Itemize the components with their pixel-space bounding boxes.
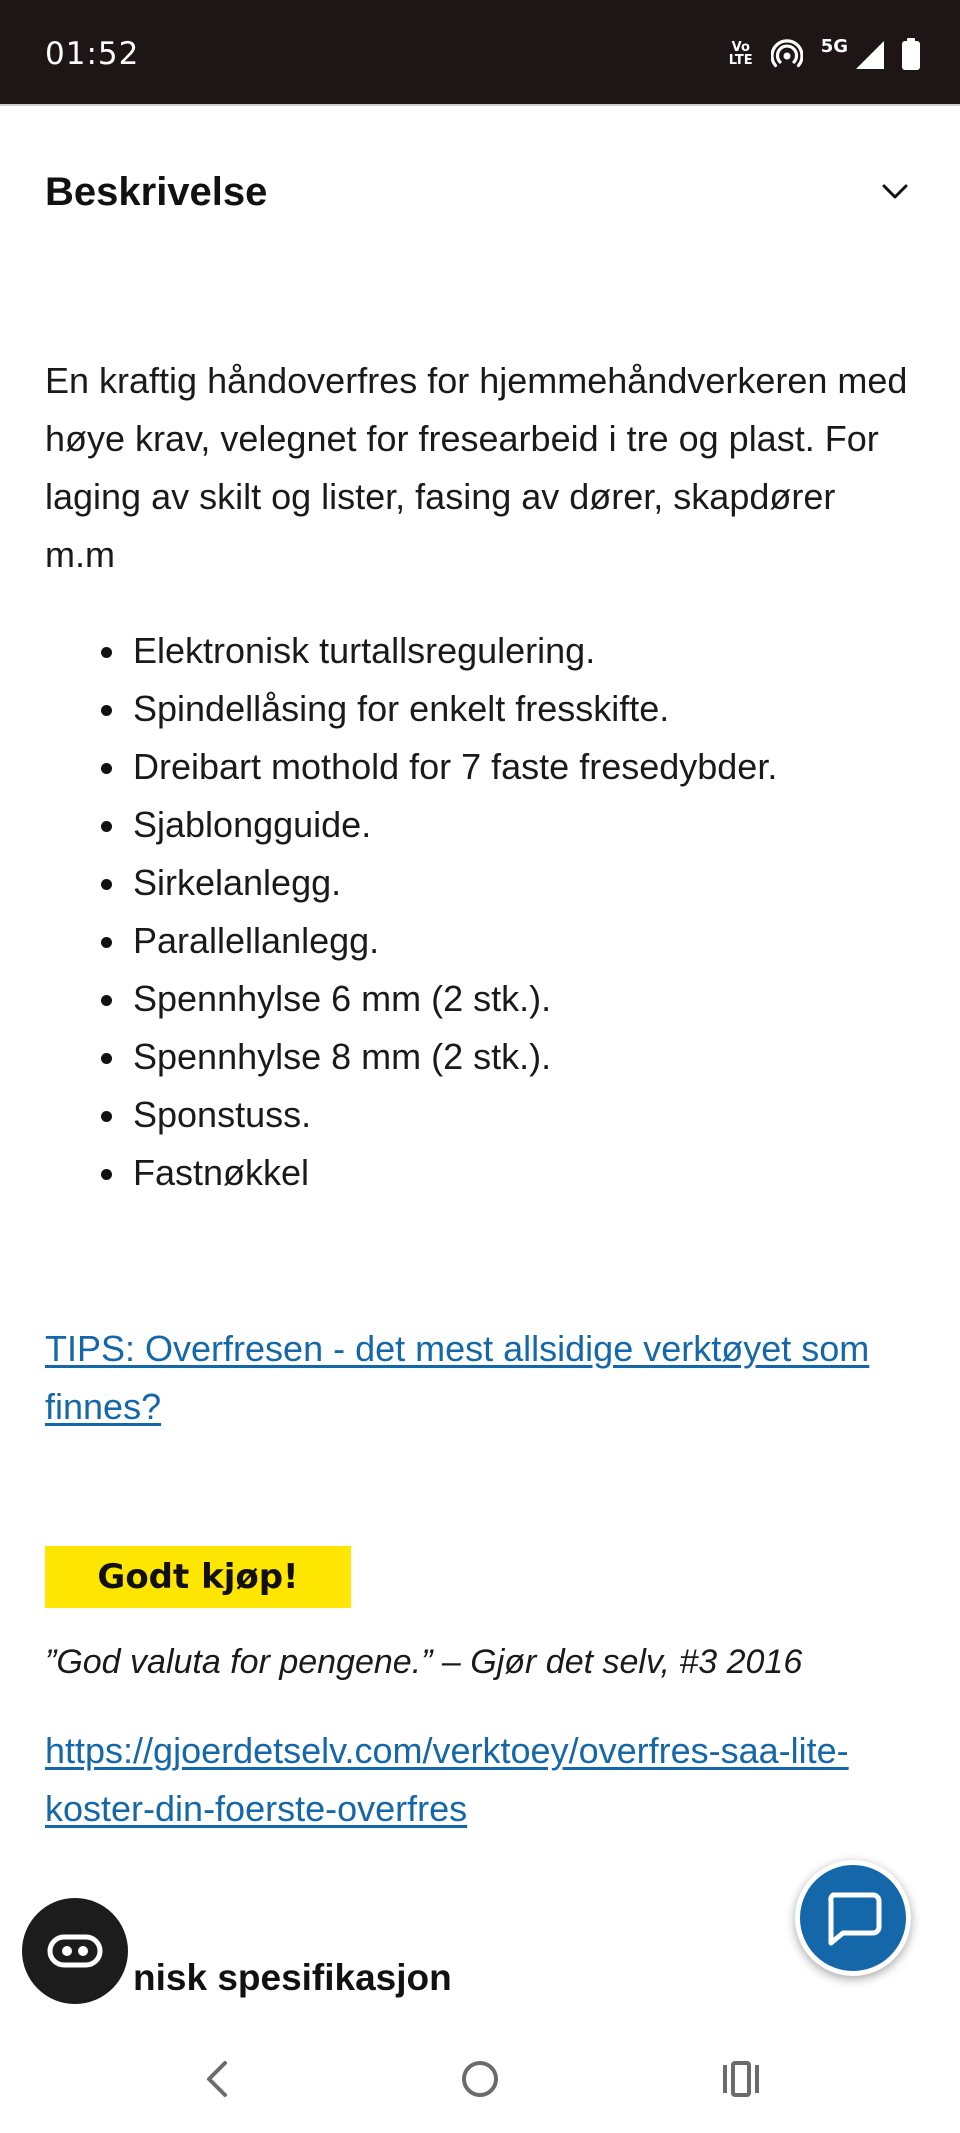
chat-button[interactable] [795,1860,911,1976]
feature-item: Parallellanlegg. [133,912,915,970]
volte-label-bottom: LTE [728,53,753,68]
feature-item: Sjablongguide. [133,796,915,854]
status-bar [0,0,960,104]
section-title: Beskrivelse [45,170,268,214]
description-accordion-header[interactable] [45,162,915,222]
feature-item: Spennhylse 6 mm (2 stk.). [133,970,915,1028]
review-quote: ”God valuta for pengene.” – Gjør det selv, #3 2016 [45,1643,803,1681]
chevron-down-icon[interactable] [879,176,911,208]
nav-back-button[interactable] [187,2052,247,2106]
review-url-link[interactable]: https://gjoerdetselv.com/verktoey/overfres-saa-lite-koster-din-foerste-overfres [45,1730,849,1829]
feature-item: Spennhylse 8 mm (2 stk.). [133,1028,915,1086]
network-type: 5G [820,35,848,57]
volte-label-top: Vo [731,40,750,55]
feature-item: Elektronisk turtallsregulering. [133,622,915,680]
status-icons [729,36,920,72]
feature-item: Fastnøkkel [133,1144,915,1202]
good-buy-badge: Godt kjøp! [45,1546,351,1608]
feature-item: Sponstuss. [133,1086,915,1144]
hotspot-icon [771,39,803,69]
technical-specification-header[interactable] [45,1948,915,2008]
signal-icon [854,39,884,69]
status-time: 01:52 [45,36,140,72]
tips-link[interactable]: TIPS: Overfresen - det mest allsidige verktøyet som finnes? [45,1328,870,1427]
recents-icon [721,2061,761,2097]
volte-icon [729,41,753,67]
system-nav-bar [0,2026,960,2133]
accessibility-button[interactable] [22,1898,128,2004]
battery-icon [902,38,920,70]
feature-item: Spindellåsing for enkelt fresskifte. [133,680,915,738]
feature-item: Sirkelanlegg. [133,854,915,912]
feature-list [45,622,915,1202]
accessibility-toggle-icon [47,1934,103,1968]
nav-recents-button[interactable] [711,2052,771,2106]
description-text: En kraftig håndoverfres for hjemmehåndverkeren med høye krav, velegnet for fresearbeid i tre og plast. For laging av skilt og lister, fasing av dører, skapdører m.m [45,360,908,575]
nav-home-button[interactable] [450,2052,510,2106]
feature-item: Dreibart mothold for 7 faste fresedybder. [133,738,915,796]
home-icon [460,2059,500,2099]
chat-bubble-icon [823,1889,883,1947]
back-icon [203,2059,231,2099]
status-divider [0,104,960,106]
technical-specification-title: nisk spesifikasjon [133,1957,452,1998]
